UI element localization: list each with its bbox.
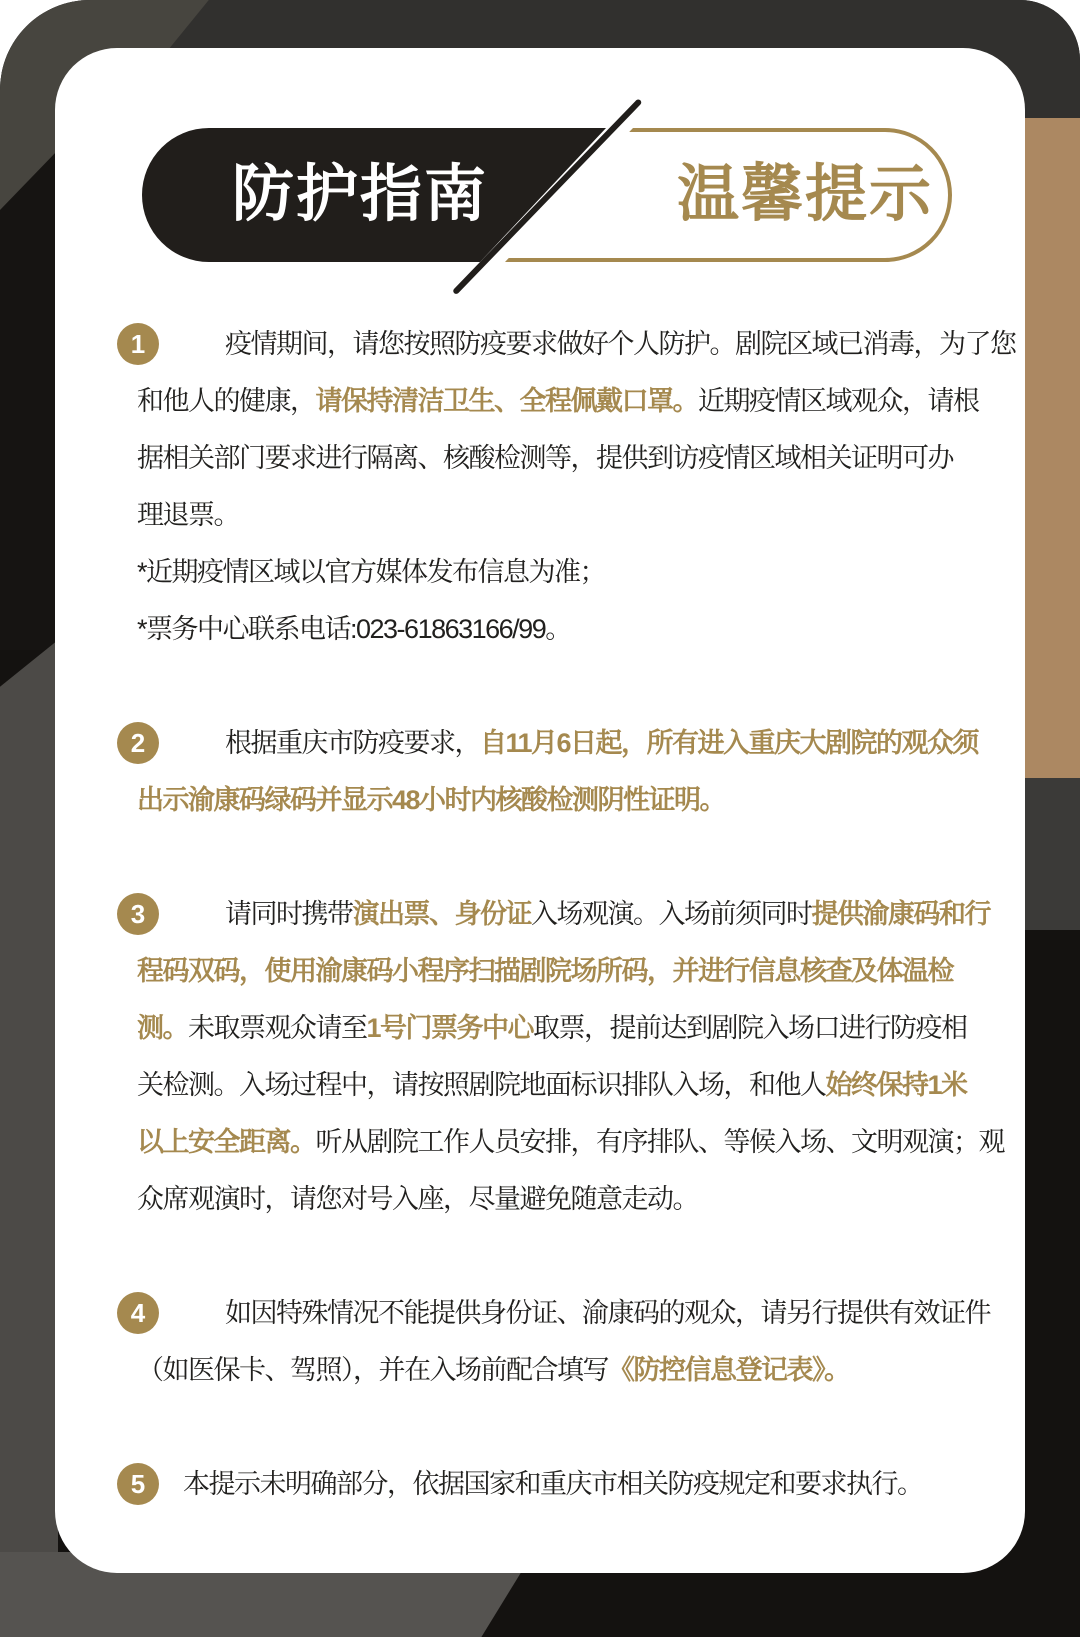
highlight-text: 演出票、身份证 [352,899,531,929]
notice-line [137,1000,1025,1057]
highlight-text: 提供渝康码和行 [811,899,990,929]
notice-line [137,1171,1025,1228]
notice-line [137,1285,1025,1342]
body-text: 关检测。入场过程中，请按照剧院地面标识排队入场，和他人 [137,1070,826,1100]
guide-title: 防护指南 [231,160,488,229]
notice-line [137,772,1025,829]
body-text: 理退票。 [137,500,239,530]
notice-item [130,715,1025,829]
notice-line [137,316,1025,373]
header [55,128,1025,262]
highlight-text: 《防控信息登记表》。 [608,1355,850,1385]
notice-line [137,1114,1025,1171]
notice-line [137,487,1025,544]
notice-line [137,430,1025,487]
highlight-text: 出示渝康码绿码并显示48小时内核酸检测阴性证明。 [137,785,726,815]
notice-line [137,715,1025,772]
highlight-text: 请保持清洁卫生、全程佩戴口罩。 [315,386,698,416]
body-text: 入场观演。入场前须同时 [531,899,812,929]
notice-line [137,601,1025,658]
highlight-text: 以上安全距离。 [137,1127,316,1157]
body-text: 请同时携带 [225,899,353,929]
background-gray-left [0,640,58,1575]
highlight-text: 测。 [137,1013,188,1043]
highlight-text: 始终保持1米 [825,1070,967,1100]
notice-line [137,1456,1025,1513]
notice-line [137,1342,1025,1399]
body-text: *票务中心联系电话:023-61863166/99。 [137,614,571,644]
notice-item [130,316,1025,658]
body-text: 听从剧院工作人员安排，有序排队、等候入场、文明观演；观 [315,1127,1004,1157]
notice-card [55,48,1025,1573]
highlight-text: 程码双码，使用渝康码小程序扫描剧院场所码，并进行信息核查及体温检 [137,956,953,986]
body-text: 近期疫情区域观众，请根 [698,386,979,416]
body-text: 和他人的健康， [137,386,316,416]
item-number-badge: 2 [117,722,159,764]
tips-title: 温馨提示 [676,160,933,229]
item-number-badge: 5 [117,1463,159,1505]
notice-list [130,316,1025,1513]
notice-line [137,886,1025,943]
notice-item [130,886,1025,1228]
body-text: 如因特殊情况不能提供身份证、渝康码的观众，请另行提供有效证件 [225,1298,990,1328]
body-text: 取票，提前达到剧院入场口进行防疫相 [533,1013,967,1043]
notice-line [137,1057,1025,1114]
highlight-text: 1号门票务中心 [366,1013,534,1043]
item-number-badge: 4 [117,1292,159,1334]
notice-line [137,943,1025,1000]
background-black-strip [0,150,58,650]
notice-item [130,1285,1025,1399]
body-text: 众席观演时，请您对号入座，尽量避免随意走动。 [137,1184,698,1214]
body-text: 疫情期间，请您按照防疫要求做好个人防护。剧院区域已消毒，为了您 [225,329,1016,359]
body-text: *近期疫情区域以官方媒体发布信息为准； [137,557,606,587]
highlight-text: 自11月6日起，所有进入重庆大剧院的观众须 [480,728,979,758]
body-text: 据相关部门要求进行隔离、核酸检测等，提供到访疫情区域相关证明可办 [137,443,953,473]
body-text: 本提示未明确部分，依据国家和重庆市相关防疫规定和要求执行。 [183,1469,923,1499]
background-gray-strip [1022,778,1080,930]
item-number-badge: 3 [117,893,159,935]
notice-item [130,1456,1025,1513]
notice-line [137,544,1025,601]
notice-line [137,373,1025,430]
body-text: （如医保卡、驾照），并在入场前配合填写 [137,1355,608,1385]
background-tan-strip [1022,118,1080,778]
body-text: 根据重庆市防疫要求， [225,728,480,758]
item-number-badge: 1 [117,323,159,365]
body-text: 未取票观众请至 [188,1013,367,1043]
